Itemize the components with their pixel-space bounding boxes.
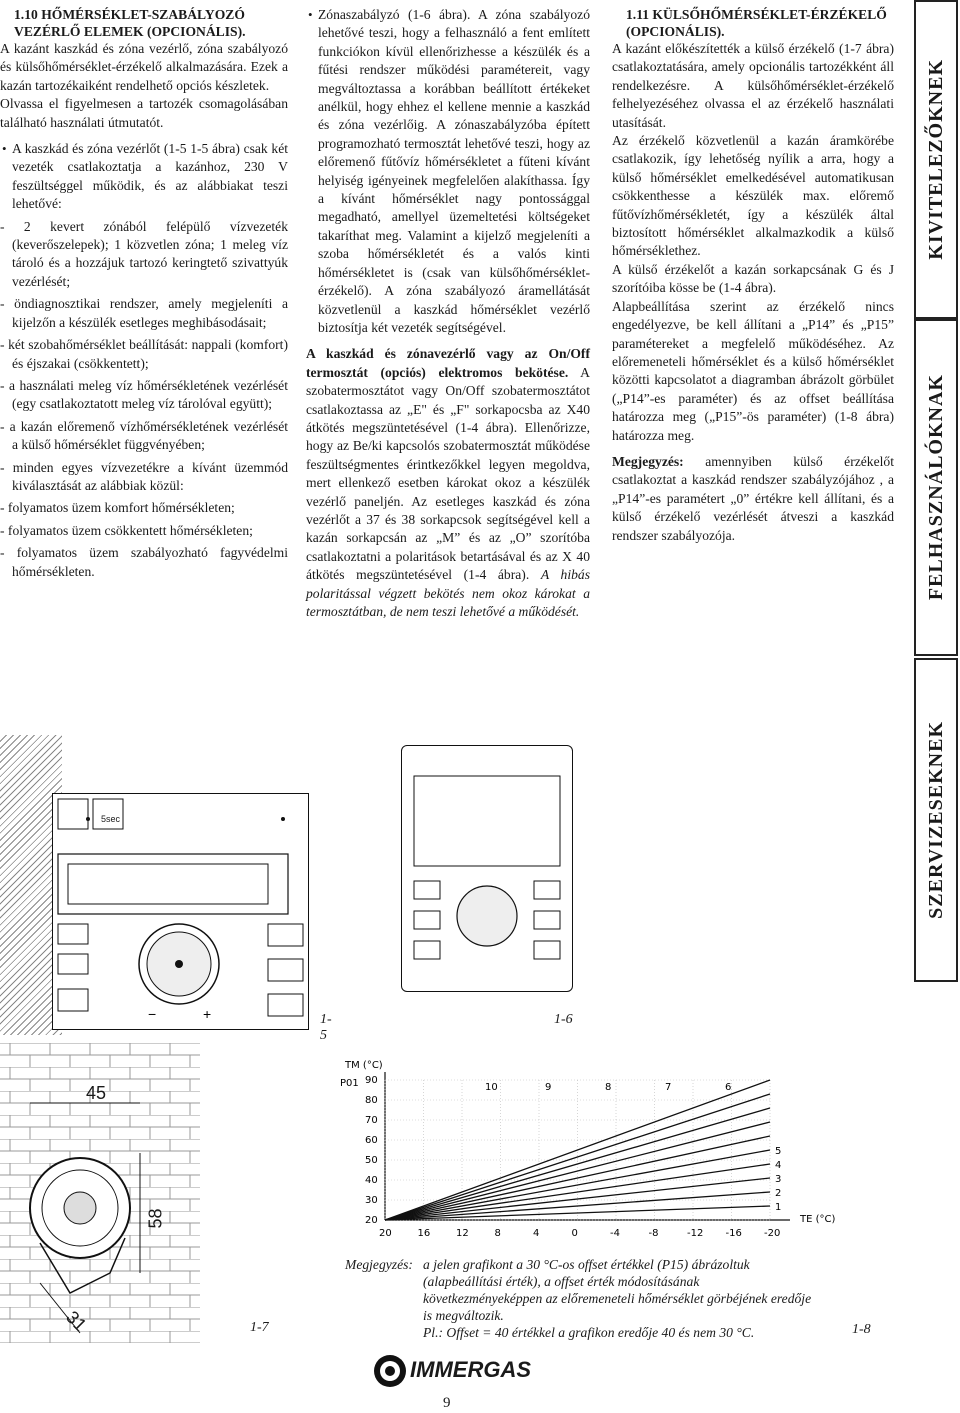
p01-label: P01 bbox=[340, 1078, 359, 1089]
curve-line bbox=[385, 1164, 770, 1220]
tab-service bbox=[914, 658, 958, 982]
dimension-45: 45 bbox=[86, 1083, 107, 1103]
curve-label: 3 bbox=[775, 1174, 782, 1185]
bullet-zone-controller: • Zónaszabályzó (1-6 ábra). A zóna szabályozó lehetővé teszi, hogy a felhasználó a fent említett funkciókon kívül ellenőrizhesse a készülék és a fűtési rendszer működési paramétereit, vagy megváltoztassa a korábban beállított értékeket anélkül, hogy ehhez el kellene mennie a kaszkád és zóna vezérlőig. A zónaszabályzóba épített programozható termosztát lehetővé teszi, hogy az előremenő fűtővíz hőmérsékletet a fűteni kívánt helyiség igényeinek megfelelően alakíthassa. Így a kívánt hőmérséklet nagy pontossággal megadható, amellyel üzemeltetési költségeket takaríthat meg. Valamint a kijelző megjeleníti a szoba hőmérsékletét és a valós kinti hőmérsékletet is (csak van külsőhőmérséklet-érzékelő). A zóna szabályozó áramellátását közvetlenül a kaszkád hőmérséklet vezérlő biztosítja két vezeték segítségével. bbox=[306, 6, 590, 337]
diagram-note bbox=[345, 1256, 815, 1341]
diagram-note-example: Pl.: Offset = 40 értékkel a grafikon eredője 40 és nem 30 °C. bbox=[423, 1325, 755, 1340]
figure-cascade-controller bbox=[0, 735, 332, 1043]
tab-service-label: SZERVIZESEKNEK bbox=[924, 721, 947, 919]
dimension-31: 31 bbox=[62, 1306, 91, 1336]
column-right bbox=[612, 6, 894, 545]
sensor-p4: Alapbeállítása szerint az érzékelő nincs engedélyezve, be kell állítani a „P14” és „P15” paramétereket a megfelelő működéséhez. Az előremeneteli hőmérséklet és a külső hőmérséklet közötti kapcsolatot a diagramban ábrázolt görbület („P14”-es paraméter) és az offset beállítása határozza meg („P15”-ös paraméter) (1-8 ábra) határozza meg. bbox=[612, 298, 894, 443]
figure-label-1-7: 1-7 bbox=[250, 1320, 269, 1335]
electrical-connection-paragraph bbox=[306, 345, 590, 621]
y-axis-title: TM (°C) bbox=[345, 1060, 383, 1071]
figure-label-1-8: 1-8 bbox=[852, 1322, 871, 1337]
curve-line bbox=[385, 1136, 770, 1220]
tab-installers-label: KIVITELEZŐKNEK bbox=[924, 59, 947, 260]
note-label: Megjegyzés: bbox=[612, 453, 684, 469]
sensor-p3: A külső érzékelőt a kazán sorkapcsának G és J szorítóiba kösse be (1-4 ábra). bbox=[612, 261, 894, 296]
curve-label: 2 bbox=[775, 1188, 782, 1199]
section-heading-1-10: 1.10 HŐMÉRSÉKLET-SZABÁLYOZÓ VEZÉRLŐ ELEMEK (OPCIONÁLIS). bbox=[14, 7, 246, 39]
dash-item: - minden egyes vízvezetékre a kívánt üzemmód kiválasztását az alábbiak közül: bbox=[0, 459, 288, 493]
figure-heating-curve bbox=[330, 1050, 850, 1250]
svg-text:−: − bbox=[148, 1006, 157, 1022]
dash-item: - a használati meleg víz hőmérsékletének vezérlését (egy csatlakoztatott meleg víz tárolóval együtt); bbox=[0, 377, 288, 412]
curve-diagram bbox=[330, 1050, 850, 1250]
immergas-logo bbox=[372, 1352, 531, 1390]
intro-text: A kazánt kaszkád és zóna vezérlő, zóna szabályozó és külsőhőmérséklet-érzékelő alkalmazására. Ezek a kazán tartozékaiként rendelhető opciós készletek. bbox=[0, 41, 288, 93]
curve-label: 9 bbox=[545, 1082, 552, 1093]
x-axis-title: TE (°C) bbox=[800, 1214, 836, 1225]
curve-label: 5 bbox=[775, 1146, 782, 1157]
electrical-body: A szobatermosztátot vagy On/Off szobatermosztátot csatlakoztassa az „E" és „F" sorkapocsba az X40 átkötés megszüntetésével (1-4 ábra). Ellenőrizze, hogy az Be/ki kapcsolós szobatermosztát működése feszültségmentes érintkezőkkel legyen megoldva, mert ellenkező esetben károkat okoz a készülék vezérlő paneljén. Az esetleges kaszkád és zóna vezérlőt a 37 és 38 sorkapcsok segítségével kell a kazán sorkapcsán az „M” és az „O” szorítóba csatlakoztatni a polaritások betartásával és az X 40 átkötés megszüntetésével (1-4 ábra). bbox=[306, 364, 590, 583]
x-tick-label: -4 bbox=[610, 1228, 620, 1239]
tab-users bbox=[914, 319, 958, 656]
curve-label: 8 bbox=[605, 1082, 612, 1093]
dash-item: - 2 kevert zónából felépülő vízvezeték (keverőszelepek); 1 közvetlen zóna; 1 meleg víz tároló és a hozzájuk tartozó keringtető szivattyúk vezérlését; bbox=[0, 218, 288, 289]
subheading-electrical: A kaszkád és zónavezérlő vagy az On/Off termosztát (opciós) elektromos bekötése. bbox=[306, 346, 590, 380]
intro-text-2: Olvassa el figyelmesen a tartozék csomagolásában található használati útmutatót. bbox=[0, 96, 288, 130]
curve-label: 1 bbox=[775, 1202, 782, 1213]
sensor-p1: A kazánt előkészítették a külső érzékelő (1-7 ábra) csatlakoztatására, amely opcionális tartozékként áll rendelkezésre. A külsőhőmérséklet-érzékelő felhelyezéséhez olvassa el az érzékelő használati utasítását. bbox=[612, 41, 894, 130]
curve-label: 7 bbox=[665, 1082, 672, 1093]
curve-line bbox=[385, 1206, 770, 1220]
x-tick-label: 12 bbox=[456, 1228, 469, 1239]
controller-front-panel bbox=[52, 793, 309, 1030]
x-tick-label: -20 bbox=[764, 1228, 781, 1239]
note-text: amennyiben külső érzékelőt csatlakoztat a kaszkád rendszer szabályzójához , a „P14”-es paramétert „0” értékre kell állítani, és a külső érzékelő vezérlését átveszi a kaszkád rendszer szabályozója. bbox=[612, 453, 894, 543]
column-left bbox=[0, 6, 288, 581]
column-middle bbox=[306, 6, 590, 621]
y-tick-label: 60 bbox=[365, 1135, 378, 1146]
five-second-badge: 5sec bbox=[101, 814, 121, 824]
dimension-58: 58 bbox=[145, 1208, 166, 1229]
x-tick-label: -12 bbox=[687, 1228, 704, 1239]
curve-line bbox=[385, 1094, 770, 1220]
figure-zone-controller bbox=[386, 735, 586, 1035]
dash-item: - folyamatos üzem komfort hőmérsékleten; bbox=[0, 500, 235, 516]
diagram-note-text: a jelen grafikont a 30 °C-os offset értékkel (P15) ábrázoltuk (alapbeállítási érték), a offset érték módosításának következményeképpen az előremeneteli hőmérséklet görbéjének eredője is megváltozik. bbox=[423, 1257, 812, 1323]
svg-text:+: + bbox=[203, 1006, 212, 1022]
curve-label: 4 bbox=[775, 1160, 782, 1171]
brand-name: IMMERGAS bbox=[410, 1357, 531, 1382]
diagram-note-label: Megjegyzés: bbox=[345, 1257, 413, 1272]
figure-label-1-6: 1-6 bbox=[554, 1012, 573, 1027]
curve-label: 6 bbox=[725, 1082, 732, 1093]
y-tick-label: 40 bbox=[365, 1175, 378, 1186]
x-tick-label: -16 bbox=[725, 1228, 742, 1239]
dash-item: - két szobahőmérséklet beállítását: nappali (komfort) és éjszakai (csökkentett); bbox=[0, 337, 288, 371]
x-tick-label: 20 bbox=[379, 1228, 392, 1239]
figure-label-1-5: 1-5 bbox=[320, 1012, 332, 1043]
x-tick-label: 0 bbox=[571, 1228, 578, 1239]
y-tick-label: 30 bbox=[365, 1195, 378, 1206]
polarity-note: A hibás polaritással végzett bekötés nem okoz károkat a termosztátban, de nem teszi lehetővé a működését. bbox=[306, 567, 590, 619]
dash-item: - folyamatos üzem szabályozható fagyvédelmi hőmérsékleten. bbox=[0, 545, 288, 579]
x-tick-label: 8 bbox=[494, 1228, 501, 1239]
x-tick-label: 4 bbox=[533, 1228, 540, 1239]
curve-line bbox=[385, 1122, 770, 1220]
dash-item: - folyamatos üzem csökkentett hőmérsékleten; bbox=[0, 522, 253, 538]
dash-item: - öndiagnosztikai rendszer, amely megjeleníti a kijelzőn a készülék esetleges meghibásodásait; bbox=[0, 296, 288, 330]
y-tick-label: 90 bbox=[365, 1075, 378, 1086]
dash-item: - a kazán előremenő vízhőmérsékletének vezérlését a külső hőmérséklet függvényében; bbox=[0, 418, 288, 453]
tab-users-label: FELHASZNÁLÓKNAK bbox=[924, 374, 947, 601]
y-tick-label: 70 bbox=[365, 1115, 378, 1126]
bullet-cascade-controller: • A kaszkád és zóna vezérlőt (1-5 1-5 ábra) csak két vezeték csatlakoztatja a kazánhoz, 230 V feszültséggel működik, és az alábbiakat teszi lehetővé: bbox=[0, 140, 288, 214]
section-heading-1-11: 1.11 KÜLSŐHŐMÉRSÉKLET-ÉRZÉKELŐ (OPCIONÁLIS). bbox=[626, 7, 887, 39]
y-tick-label: 50 bbox=[365, 1155, 378, 1166]
sensor-p2: Az érzékelő közvetlenül a kazán áramkörébe csatlakozik, így lehetőség nyílik a arra, hogy a külső hőmérséklet emelkedésével automatikusan csökkenthesse a készülék max. előremő fűtővízhőmérsékletét, így a készülék által biztosított hőmérséklet alkalmazkodik a külső hőmérséklethez. bbox=[612, 133, 894, 259]
x-tick-label: 16 bbox=[417, 1228, 431, 1239]
tab-installers bbox=[914, 0, 958, 319]
y-tick-label: 20 bbox=[365, 1215, 378, 1226]
sensor-note bbox=[612, 453, 894, 545]
x-tick-label: -8 bbox=[648, 1228, 659, 1239]
page-number: 9 bbox=[443, 1395, 451, 1411]
y-tick-label: 80 bbox=[365, 1095, 378, 1106]
curve-label: 10 bbox=[485, 1082, 498, 1093]
figure-external-sensor bbox=[0, 1043, 280, 1343]
